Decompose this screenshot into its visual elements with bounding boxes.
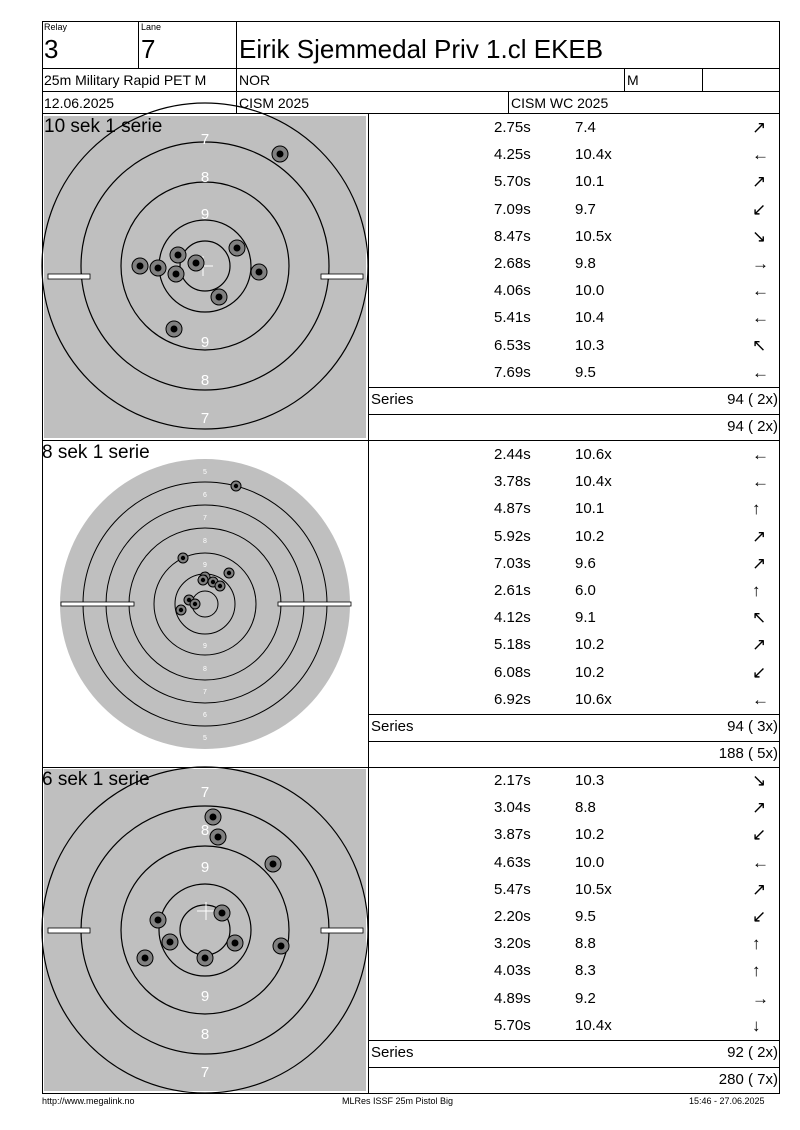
shot-time: 3.04s [494, 799, 531, 817]
shot-time: 4.12s [494, 609, 531, 627]
shot-time: 8.47s [494, 227, 531, 245]
ring-label: 8 [200, 822, 210, 839]
shot-hole-center [234, 245, 241, 252]
shot-direction-icon: ↙ [752, 199, 767, 219]
series-label: Series [371, 718, 414, 735]
shot-time: 4.87s [494, 500, 531, 518]
shot-hole-center [218, 584, 222, 588]
ring-label: 6 [203, 712, 207, 719]
footer-timestamp: 15:46 - 27.06.2025 [689, 1096, 765, 1106]
shot-direction-icon: ↓ [752, 1015, 761, 1035]
shot-score: 7.4 [575, 119, 596, 136]
shot-score: 10.5x [575, 227, 612, 245]
shot-score: 10.2 [575, 527, 605, 545]
lane-number: 7 [141, 34, 156, 64]
shot-score: 10.4x [575, 1016, 612, 1034]
shot-hole-center [211, 580, 215, 584]
shot-hole-center [193, 602, 197, 606]
target-marker-right [321, 928, 363, 933]
relay-number: 3 [44, 34, 59, 64]
shot-direction-icon: ↗ [752, 879, 767, 899]
divider [368, 387, 780, 388]
ring-label: 9 [200, 334, 210, 351]
shot-score: 10.3 [575, 336, 605, 354]
shot-direction-icon: ↗ [752, 553, 767, 573]
shot-score: 10.0 [575, 853, 605, 871]
ring-label: 7 [200, 1064, 210, 1081]
shot-time: 5.70s [494, 173, 531, 191]
target-1 [42, 103, 368, 438]
ring-label: 7 [200, 410, 210, 427]
shot-score: 10.2 [575, 663, 605, 681]
ring-label: 7 [200, 784, 210, 801]
shot-hole-center [202, 955, 209, 962]
shot-score: 9.8 [575, 255, 596, 272]
shot-hole-center [173, 271, 180, 278]
shot-direction-icon: ↑ [752, 934, 761, 954]
nation: NOR [239, 72, 271, 88]
shot-score: 9.5 [575, 363, 596, 381]
ring-label: 6 [203, 492, 207, 499]
shot-score: 10.4 [575, 309, 605, 327]
shot-time: 2.20s [494, 908, 531, 925]
shot-direction-icon: ↑ [752, 581, 761, 600]
shot-hole-center [277, 151, 284, 158]
divider [368, 414, 780, 415]
series-label: Series [371, 391, 414, 408]
shot-hole-center [167, 939, 174, 946]
shot-hole-center [216, 294, 223, 301]
ring-label: 9 [203, 643, 207, 650]
shot-hole-center [181, 556, 185, 560]
shot-score: 6.0 [575, 582, 596, 599]
shot-score: 10.4x [575, 146, 612, 164]
shot-time: 6.08s [494, 663, 531, 681]
shot-direction-icon: ← [752, 362, 769, 382]
shot-score: 8.8 [575, 935, 596, 953]
shot-score: 10.5x [575, 880, 612, 898]
ring-label: 8 [200, 169, 210, 186]
footer-url[interactable]: http://www.megalink.no [42, 1096, 135, 1106]
target-marker-left [48, 928, 90, 933]
shot-score: 10.1 [575, 500, 605, 518]
shot-hole-center [232, 940, 239, 947]
lane-label: Lane [141, 22, 162, 32]
shot-time: 7.09s [494, 200, 531, 218]
running-total: 280 ( 7x) [718, 1071, 778, 1088]
shot-direction-icon: ↖ [752, 608, 767, 628]
shot-time: 2.75s [494, 119, 531, 136]
shot-direction-icon: ← [752, 308, 769, 328]
series-total: 92 ( 2x) [727, 1044, 778, 1061]
shot-direction-icon: ← [752, 445, 769, 464]
shot-time: 6.53s [494, 336, 531, 354]
shot-direction-icon: ← [752, 852, 769, 872]
series-total: 94 ( 2x) [727, 391, 778, 408]
target-marker-left [48, 274, 90, 279]
shot-hole-center [256, 269, 263, 276]
ring-label: 7 [203, 689, 207, 696]
shot-time: 5.18s [494, 636, 531, 654]
shot-score: 10.3 [575, 772, 605, 789]
shooter-name: Eirik Sjemmedal Priv 1.cl EKEB [239, 34, 604, 64]
shot-time: 4.03s [494, 962, 531, 980]
shot-hole-center [278, 943, 285, 950]
shot-hole-center [201, 578, 205, 582]
shot-direction-icon: ↘ [752, 771, 767, 790]
shot-direction-icon: ↘ [752, 226, 767, 246]
shot-direction-icon: ↖ [752, 335, 767, 355]
shot-time: 2.68s [494, 255, 531, 272]
shot-direction-icon: → [752, 254, 769, 273]
ring-label: 8 [200, 372, 210, 389]
shot-time: 3.20s [494, 935, 531, 953]
footer-software: MLRes ISSF 25m Pistol Big [342, 1096, 454, 1106]
shot-direction-icon: ↗ [752, 635, 767, 655]
ring-label: 5 [203, 469, 207, 476]
shot-time: 4.06s [494, 282, 531, 300]
shot-score: 10.6x [575, 690, 612, 708]
shot-time: 5.92s [494, 527, 531, 545]
shot-time: 3.78s [494, 473, 531, 491]
section-title: 6 sek 1 serie [42, 769, 150, 790]
shot-hole-center [227, 571, 231, 575]
ring-label: 7 [203, 515, 207, 522]
shot-hole-center [142, 955, 149, 962]
shot-hole-center [137, 263, 144, 270]
shot-direction-icon: ↑ [752, 499, 761, 519]
shot-score: 10.2 [575, 826, 605, 844]
date: 12.06.2025 [44, 95, 115, 111]
shot-direction-icon: ← [752, 145, 769, 165]
series-total: 94 ( 3x) [727, 718, 778, 735]
shot-time: 5.70s [494, 1016, 531, 1034]
target-2 [60, 459, 351, 749]
shot-direction-icon: ↙ [752, 907, 767, 926]
target-marker-right [278, 602, 351, 606]
running-total: 94 ( 2x) [727, 418, 778, 435]
ring-label: 9 [200, 988, 210, 1005]
shot-score: 9.5 [575, 908, 596, 925]
shot-time: 2.61s [494, 582, 531, 599]
ring-label: 5 [203, 735, 207, 742]
shot-time: 2.44s [494, 446, 531, 463]
ring-label: 9 [203, 562, 207, 569]
divider [368, 741, 780, 742]
shot-direction-icon: ↙ [752, 825, 767, 845]
target-marker-right [321, 274, 363, 279]
shot-hole-center [193, 260, 200, 267]
relay-label: Relay [44, 22, 68, 32]
shot-score: 10.2 [575, 636, 605, 654]
shot-time: 7.03s [494, 554, 531, 572]
running-total: 188 ( 5x) [718, 745, 778, 762]
shot-score: 9.7 [575, 200, 596, 218]
section-title: 10 sek 1 serie [44, 116, 163, 137]
shot-time: 3.87s [494, 826, 531, 844]
shot-score: 10.6x [575, 446, 612, 463]
shot-direction-icon: ↗ [752, 526, 767, 546]
shot-direction-icon: ↗ [752, 118, 767, 137]
ring-label: 8 [203, 666, 207, 673]
shot-score: 10.4x [575, 473, 612, 491]
shot-score: 9.6 [575, 554, 596, 572]
target-3 [42, 767, 368, 1093]
shot-hole-center [175, 252, 182, 259]
shot-hole-center [219, 910, 226, 917]
shot-hole-center [171, 326, 178, 333]
shot-hole-center [234, 484, 238, 488]
shot-direction-icon: → [752, 988, 769, 1008]
divider [368, 1040, 780, 1041]
shot-direction-icon: ↑ [752, 961, 761, 981]
shot-direction-icon: ← [752, 281, 769, 301]
shot-score: 9.2 [575, 989, 596, 1007]
shot-hole-center [179, 608, 183, 612]
shot-time: 4.63s [494, 853, 531, 871]
shot-hole-center [155, 265, 162, 272]
event-name: 25m Military Rapid PET M [44, 72, 207, 88]
gender: M [627, 72, 639, 88]
shot-time: 4.25s [494, 146, 531, 164]
shot-direction-icon: ↗ [752, 172, 767, 192]
shot-direction-icon: ← [752, 472, 769, 492]
ring-label: 8 [200, 1026, 210, 1043]
shot-score: 8.8 [575, 799, 596, 817]
series-label: Series [371, 1044, 414, 1061]
shot-time: 5.41s [494, 309, 531, 327]
shot-hole-center [155, 917, 162, 924]
shot-time: 4.89s [494, 989, 531, 1007]
shot-score: 9.1 [575, 609, 596, 627]
match-name: CISM WC 2025 [511, 95, 609, 111]
competition: CISM 2025 [239, 95, 310, 111]
target-marker-left [61, 602, 134, 606]
shot-time: 6.92s [494, 690, 531, 708]
shot-direction-icon: ↗ [752, 798, 767, 818]
shot-time: 5.47s [494, 880, 531, 898]
shot-time: 2.17s [494, 772, 531, 789]
shot-score: 10.1 [575, 173, 605, 191]
shot-hole-center [270, 861, 277, 868]
shot-hole-center [215, 834, 222, 841]
ring-label: 8 [203, 538, 207, 545]
divider [368, 714, 780, 715]
shot-hole-center [210, 814, 217, 821]
ring-label: 7 [200, 131, 210, 148]
shot-score: 10.0 [575, 282, 605, 300]
shot-direction-icon: ↙ [752, 662, 767, 682]
shot-time: 7.69s [494, 363, 531, 381]
divider [368, 1067, 780, 1068]
shot-score: 8.3 [575, 962, 596, 980]
shot-direction-icon: ← [752, 689, 769, 709]
ring-label: 9 [200, 206, 210, 223]
ring-label: 9 [200, 859, 210, 876]
section-title: 8 sek 1 serie [42, 442, 150, 463]
